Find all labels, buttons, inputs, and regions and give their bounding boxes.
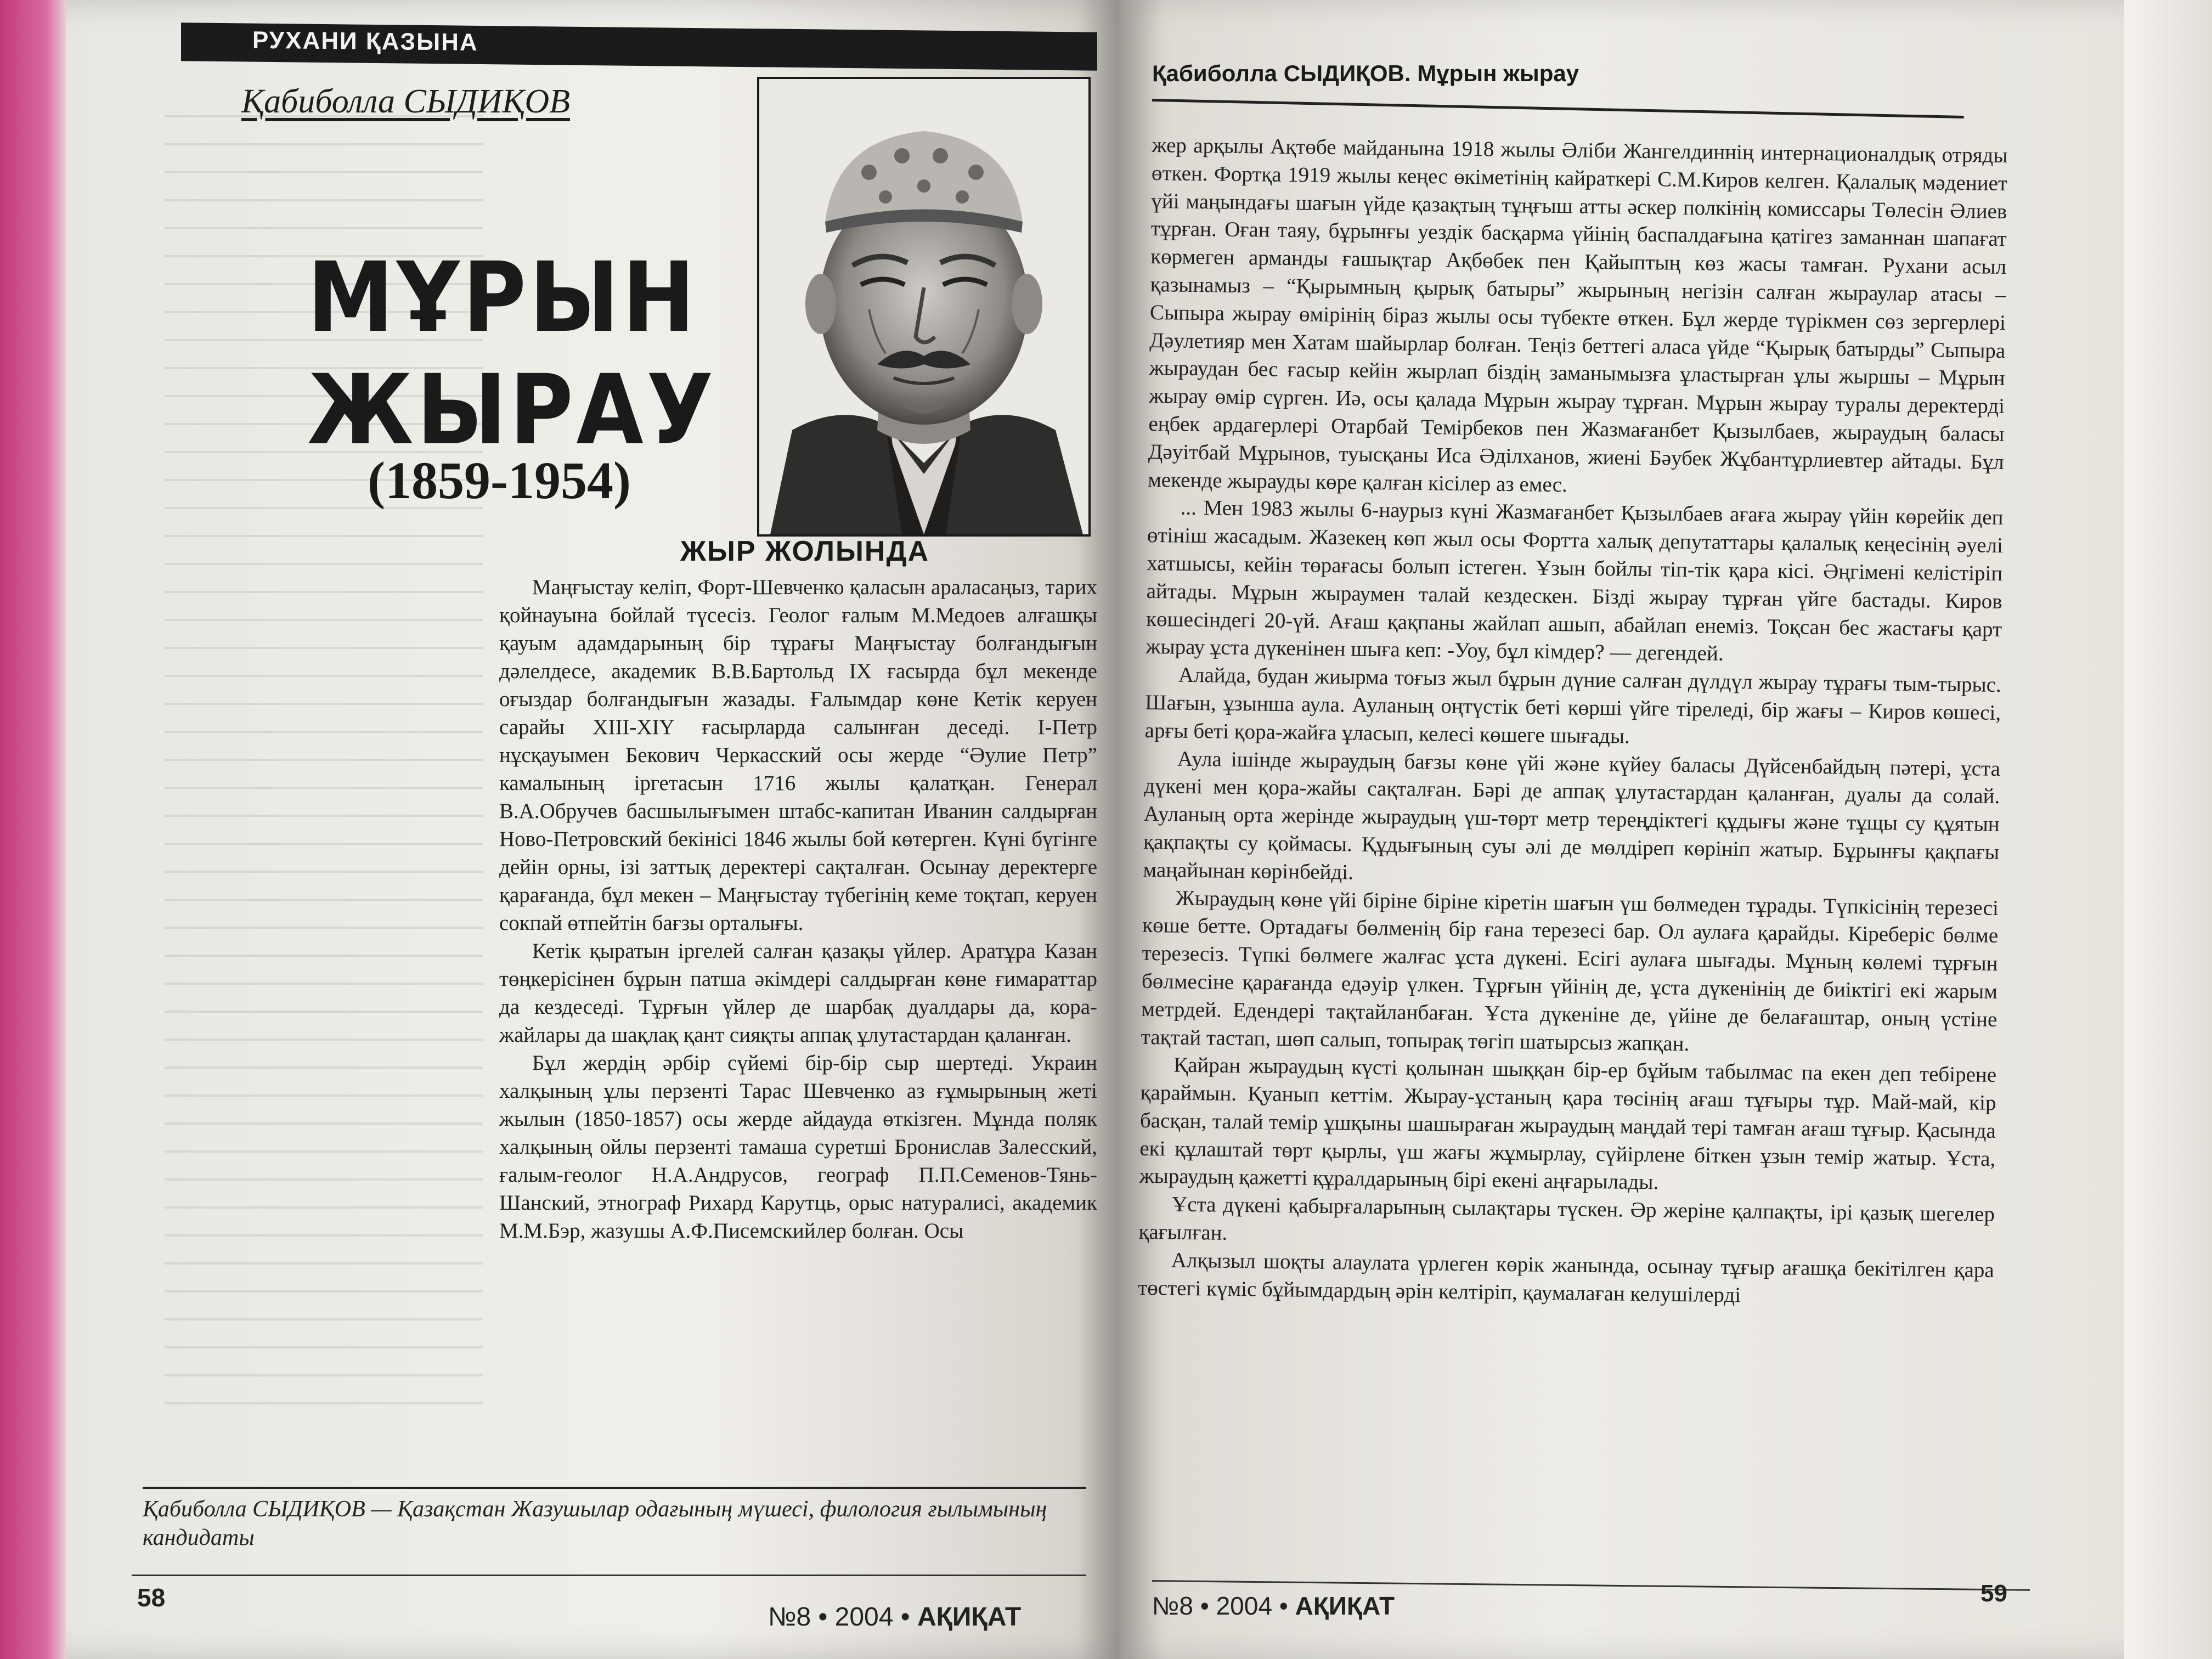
title-line-2: ЖЫРАУ	[307, 354, 716, 466]
page-number-left: 58	[137, 1583, 166, 1612]
paragraph: Маңғыстау келіп, Форт-Шевченко қаласын аралаcаңыз, тарих қойнауына бойлай түсесіз. Геолог ғалым М.Медоев алғашқы қауым адамдарының бір тұрағы Маңғыстау болғандығын дәлелдесе, академик В.В.Бартольд IX ғасырда бұл мекенде оғыздар болғандығын жазады. Ғалымдар көне Кетік керуен сарайы XIII-XIY ғасырларда салынған деседі. I-Петр нұсқауымен Бекович Черкасский осы жерде “Әулие Петр” камалының іргетасын 1716 жылы қалатқан. Генерал В.А.Обручев басшылығымен штабс-капитан Иванин салдырған Ново-Петровский бекінісі 1846 жылы бой көтерген. Күні бүгінге дейін орны, ізі заттық деректері сақталған. Осынау деректерге қарағанда, бұл мекен – Маңғыстау түбегінің кеме тоқтап, керуен сокпай өтпейтін бағзы орталығы.	[499, 575, 1097, 935]
paragraph: Кетік қыратын іргелей салған қазақы үйлер. Аратұра Казан төңкерісінен бұрын патша әкімдері салдырған көне ғимараттар да кездеседі. Тұрғын үйлер де шарбақ дуалдары да, кора-жайлары да шақлақ қант сияқты аппақ ұлутастардан қаланған.	[499, 939, 1097, 1047]
page-edge	[2124, 0, 2212, 1659]
paragraph: Жыраудың көне үйі біріне біріне кіретін шағын үш бөлмеден тұрады. Түпкісінің терезесі көше бетте. Ортадағы бөлменің бір ғана терезесі бар. Ол аулаға қарайды. Кіреберіс бөлме терезесіз. Түпкі бөлмеге жалғас ұста дүкені. Есігі аулаға шығады. Мұның көлемі тұрғын бөлмесіне қарағанда едәуір үлкен. Тұрғын үйінің де, ұста дүкенінің де биіктігі екі жарым метрдей. Едендері тақтайланбаған. Ұста дүкеніне де, үйіне де белағаштар, оның үстіне тақтай тастап, шөп салып, топырақ төгіп шатырсыз жапқан.	[1141, 886, 1999, 1056]
footer-divider-left	[132, 1575, 1086, 1576]
right-article-body	[1138, 132, 2008, 1312]
left-article-body	[499, 573, 1097, 1245]
subheading: ЖЫР ЖОЛЫНДА	[680, 535, 930, 567]
section-label: РУХАНИ ҚАЗЫНА	[252, 26, 478, 56]
issue-number: №8 • 2004 •	[1152, 1592, 1288, 1620]
paragraph: Алайда, будан жиырма тоғыз жыл бұрын дүние салған дүлдүл жырау тұрағы тым-тырыс. Шағын, ұзынша аула. Ауланың оңтүстік беті көрші үйге тіреледі, бір жағы – Киров көшесі, арғы беті қора-жайға ұласып, келесі көшеге шығады.	[1144, 663, 2002, 748]
author-name: Қабиболла СЫДИҚОВ	[241, 83, 570, 120]
paragraph: ... Мен 1983 жылы 6-наурыз күні Жазмағанбет Қызылбаев ағаға жырау үйін көрейік деп өтініш жасадым. Жазекең көп жыл осы Фортта халық депутаттары қалалық кеңесінің әуелі хатшысы, кейін төрағасы болып істеген. Ұзын бойлы тіп-тік қара кісі. Әңгімені келістіріп айтады. Мұрын жыраумен талай кездескен. Бізді жырау тұрған үйге бастады. Киров көшесіндегі 20-үй. Ағаш қақпаны жайлап ашып, абайлап енеміз. Тоқсан бес жастағы қарт жырау ұста дүкенінен шыға кеп: -Уоу, бұл кімдер? — дегендей.	[1146, 496, 2004, 666]
paragraph: Бұл жердің әрбір сүйемі бір-бір сыр шертеді. Украин халқының ұлы перзенті Тарас Шевченко аз ғұмырының жеті жылын (1850-1857) осы жерде айдауда өткізген. Мұнда поляк халқының ойлы перзенті тамаша суретші Бронислав Залесский, ғалым-геолог Н.А.Андрусов, географ П.П.Семенов-Тянь-Шанский, этнограф Рихард Карутць, орыс натуралисі, академик М.М.Бэр, жазушы А.Ф.Писемскийлер болған. Осы	[499, 1051, 1097, 1243]
title-line-1: МҰРЫН	[307, 241, 698, 354]
author-footnote: Қабиболла СЫДИҚОВ — Қазақстан Жазушылар одағының мүшесі, филология ғылымының кандидаты	[143, 1497, 1047, 1550]
paragraph: жер арқылы Ақтөбе майданына 1918 жылы Әліби Жангелдиннің интернационалдық отряды өткен. Фортқа 1919 жылы кеңес өкіметінің кайрaткері С.М.Киров келген. Қалалық мәдениет үйі маңындағы шағын үйде қазақтың тұңғыш атты әскер полкінің комиссары Төлесін Әлиев тұрған. Оған таяу, бұрынғы уездік басқарма үйінің баспалдағына қатігез заманнан шапағат көрмеген арманды ғашықтар Ақбөбек пен Қайыптың көз жасы тамған. Рухани асыл қазынамыз – “Қырымның қырық батыры” жырының негізін салған жыраулар атасы – Сыпыра жырау өмірінің біраз жылы осы түбекте өткен. Бұл жерде түрікмен сөз зергерлері Дәулетияр мен Хатам шайырлар болған. Теңіз беттегі аласа үйде “Қырық батырды” Сыпыра жыраудан бес ғасыр кейін жырлап біздің заманымызға ұластырған ұлы жыршы – Мұрын жырау өмір сүрген. Иә, осы қалада Мұрын жырау тұрған. Мұрын жырау туралы деректерді еңбек ардагерлері Отарбай Темірбеков пен Жазмағанбет Қызылбаев, жыраудың баласы Дәуітбай Мұрынов, туысқаны Иса Әділханов, жиені Бәубек Жұбантұрлиевтер айтады. Бұл мекенде жырауды көре қалған кісілер аз емес.	[1147, 133, 2008, 496]
paragraph: Қайран жыраудың күсті қолынан шыққан бір-ер бұйым табылмас па екен деп тебірене қараймын. Қуанып кеттім. Жырау-ұстаның қара төсінің ағаш тұғыры тұр. Май-май, кір басқан, талай темір ұшқыны шашыраған жыраудың маңдай тері тамған ағаш тұғыр. Қасында екі құлаштай төрт қырлы, үш жағы жұмырлау, сүйірлене біткен ұзын темір жатыр. Ұста, жыраудың қажетті құралдарының бірі екені аңғарылады.	[1139, 1053, 1997, 1194]
life-years: (1859-1954)	[368, 451, 631, 510]
paragraph: Алқызыл шоқты алаулата үрлеген көрік жанында, осынау тұғыр ағашқа бекітілген қара төстегі күміс бұйымдардың әрін келтіріп, қаумалаған келушілерді	[1137, 1248, 1995, 1307]
paragraph: Аула ішінде жыраудың бағзы көне үйі және күйеу баласы Дүйсенбайдың пәтері, ұста дүкені мен қора-жайы сақталған. Бәрі де аппақ ұлутастардан қаланған, дуалы да солай. Ауланың орта жерінде жыраудың үш-төрт метр тереңдіктегі құдығы және тұщы су құятын қақпақты су қоймасы. Құдығының суы әлі де мөлдіреп көрініп жатыр. Бұрынғы қақпағы маңайынан көрінбейді.	[1143, 747, 2001, 884]
article-title	[307, 241, 716, 466]
portrait-illustration	[759, 79, 1088, 534]
magazine-name: АҚИҚАТ	[1295, 1592, 1395, 1620]
pink-book-cover-edge	[0, 0, 66, 1659]
issue-info-left	[768, 1602, 1021, 1632]
issue-number: №8 • 2004 •	[768, 1602, 910, 1632]
portrait-photo	[757, 77, 1091, 537]
page-number-right: 59	[1980, 1580, 2007, 1607]
footnote-divider	[143, 1487, 1086, 1489]
running-head: Қабиболла СЫДИҚОВ. Мұрын жырау	[1152, 60, 1579, 86]
paragraph: Ұста дүкені қабырғаларының сылақтары түскен. Әр жеріне қалпақты, ірі қазық шегелер қағылған.	[1138, 1192, 1995, 1245]
issue-info-right	[1152, 1591, 1395, 1621]
magazine-name: АҚИҚАТ	[917, 1602, 1022, 1632]
